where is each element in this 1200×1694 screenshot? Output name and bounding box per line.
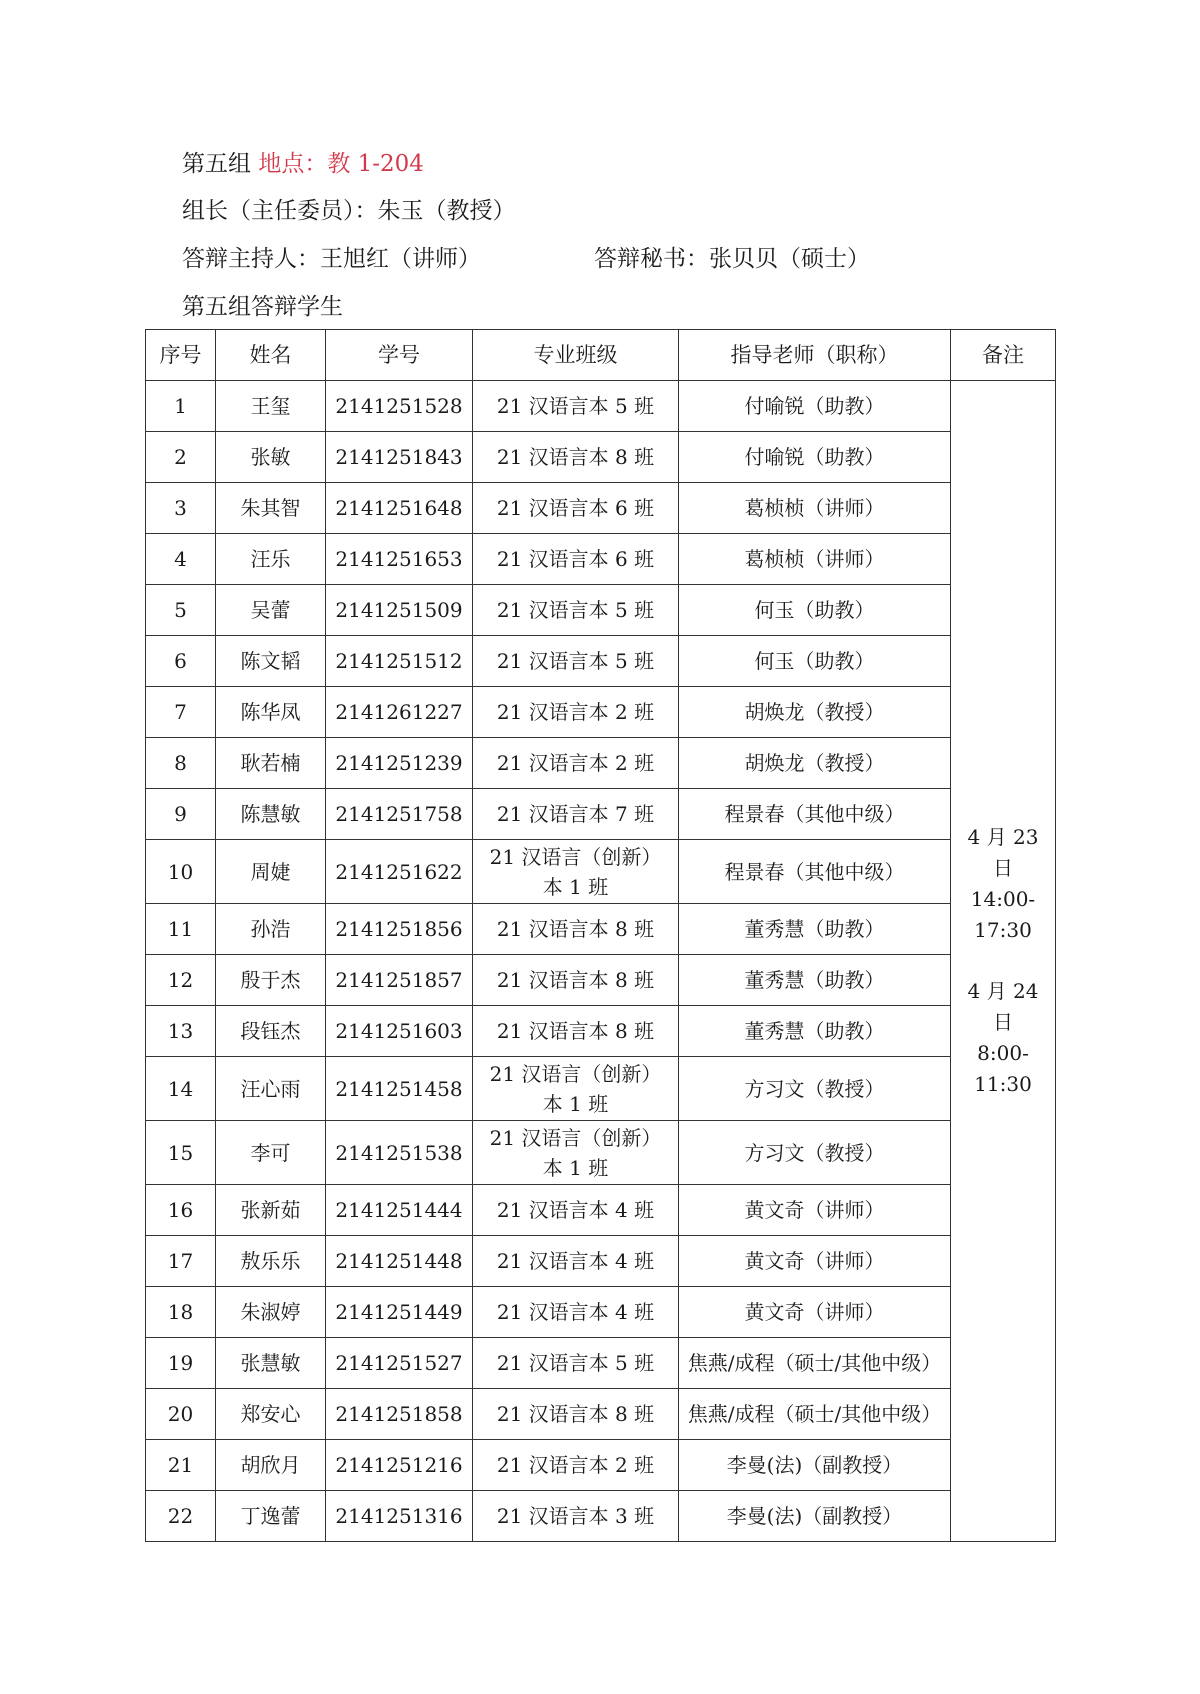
table-row xyxy=(146,840,1056,904)
cell-class xyxy=(473,1006,679,1057)
column-header-name: 姓名 xyxy=(216,330,326,381)
class-line: 本 1 班 xyxy=(542,874,609,899)
cell-student-id: 2141251538 xyxy=(326,1121,473,1185)
cell-class xyxy=(473,840,679,904)
cell-seq: 15 xyxy=(146,1121,216,1185)
cell-advisor: 葛桢桢（讲师） xyxy=(679,534,951,585)
table-row xyxy=(146,1121,1056,1185)
cell-seq: 13 xyxy=(146,1006,216,1057)
class-line: 本 1 班 xyxy=(542,1155,609,1180)
cell-seq: 22 xyxy=(146,1491,216,1542)
cell-class xyxy=(473,1287,679,1338)
cell-name: 朱淑婷 xyxy=(216,1287,326,1338)
cell-student-id: 2141251653 xyxy=(326,534,473,585)
class-line: 21 汉语言本 4 班 xyxy=(496,1198,655,1222)
cell-student-id: 2141251758 xyxy=(326,789,473,840)
cell-student-id: 2141251857 xyxy=(326,955,473,1006)
cell-class xyxy=(473,1440,679,1491)
cell-advisor: 董秀慧（助教） xyxy=(679,955,951,1006)
table-header-row xyxy=(146,330,1056,381)
table-row xyxy=(146,1185,1056,1236)
column-header-note: 备注 xyxy=(951,330,1056,381)
table-row xyxy=(146,432,1056,483)
class-line: 21 汉语言本 4 班 xyxy=(496,1300,655,1324)
cell-advisor: 何玉（助教） xyxy=(679,636,951,687)
table-row xyxy=(146,1491,1056,1542)
cell-advisor: 何玉（助教） xyxy=(679,585,951,636)
cell-class xyxy=(473,432,679,483)
cell-student-id: 2141251316 xyxy=(326,1491,473,1542)
table-row xyxy=(146,636,1056,687)
cell-seq: 5 xyxy=(146,585,216,636)
table-row xyxy=(146,1057,1056,1121)
class-line: 21 汉语言本 8 班 xyxy=(496,968,655,992)
column-header-id: 学号 xyxy=(326,330,473,381)
column-header-class: 专业班级 xyxy=(473,330,679,381)
cell-seq: 1 xyxy=(146,381,216,432)
cell-student-id: 2141251843 xyxy=(326,432,473,483)
cell-seq: 21 xyxy=(146,1440,216,1491)
cell-seq: 18 xyxy=(146,1287,216,1338)
column-header-advisor: 指导老师（职称） xyxy=(679,330,951,381)
cell-seq: 7 xyxy=(146,687,216,738)
table-row xyxy=(146,534,1056,585)
cell-seq: 16 xyxy=(146,1185,216,1236)
note-session1-time-start: 14:00- xyxy=(970,887,1036,911)
cell-name: 吴蕾 xyxy=(216,585,326,636)
cell-class xyxy=(473,1057,679,1121)
table-row xyxy=(146,955,1056,1006)
student-roster-table xyxy=(145,329,1056,1542)
cell-student-id: 2141251239 xyxy=(326,738,473,789)
cell-name: 耿若楠 xyxy=(216,738,326,789)
table-body xyxy=(146,381,1056,1542)
class-line: 21 汉语言本 5 班 xyxy=(496,394,655,418)
cell-seq: 17 xyxy=(146,1236,216,1287)
class-line: 21 汉语言（创新） xyxy=(489,844,662,869)
class-line: 21 汉语言本 8 班 xyxy=(496,917,655,941)
table-row xyxy=(146,1338,1056,1389)
cell-class xyxy=(473,738,679,789)
cell-class xyxy=(473,381,679,432)
cell-name: 张敏 xyxy=(216,432,326,483)
cell-note xyxy=(951,381,1056,1542)
class-line: 本 1 班 xyxy=(542,1091,609,1116)
class-line: 21 汉语言本 5 班 xyxy=(496,649,655,673)
class-line: 21 汉语言本 5 班 xyxy=(496,1351,655,1375)
cell-class xyxy=(473,789,679,840)
cell-name: 陈文韬 xyxy=(216,636,326,687)
leader-line: 组长（主任委员）：朱玉（教授） xyxy=(182,198,516,224)
cell-seq: 8 xyxy=(146,738,216,789)
host-line: 答辩主持人：王旭红（讲师） xyxy=(182,246,481,272)
note-session1-time-end: 17:30 xyxy=(974,918,1032,942)
table-row xyxy=(146,738,1056,789)
location-label: 地点：教 1-204 xyxy=(258,151,424,177)
cell-student-id: 2141251444 xyxy=(326,1185,473,1236)
cell-class xyxy=(473,1185,679,1236)
cell-class xyxy=(473,1236,679,1287)
table-row xyxy=(146,483,1056,534)
secretary-line: 答辩秘书：张贝贝（硕士） xyxy=(594,246,870,272)
table-row xyxy=(146,1389,1056,1440)
table-row xyxy=(146,1440,1056,1491)
cell-student-id: 2141251448 xyxy=(326,1236,473,1287)
class-line: 21 汉语言本 2 班 xyxy=(496,751,655,775)
class-line: 21 汉语言本 2 班 xyxy=(496,1453,655,1477)
cell-advisor: 黄文奇（讲师） xyxy=(679,1287,951,1338)
cell-student-id: 2141251216 xyxy=(326,1440,473,1491)
cell-advisor: 董秀慧（助教） xyxy=(679,904,951,955)
class-line: 21 汉语言本 6 班 xyxy=(496,547,655,571)
note-session2-time-end: 11:30 xyxy=(974,1072,1032,1096)
cell-student-id: 2141251603 xyxy=(326,1006,473,1057)
cell-name: 陈华凤 xyxy=(216,687,326,738)
cell-name: 张新茹 xyxy=(216,1185,326,1236)
cell-class xyxy=(473,1121,679,1185)
cell-name: 殷于杰 xyxy=(216,955,326,1006)
cell-class xyxy=(473,483,679,534)
cell-advisor: 方习文（教授） xyxy=(679,1121,951,1185)
cell-name: 丁逸蕾 xyxy=(216,1491,326,1542)
cell-advisor: 付喻锐（助教） xyxy=(679,381,951,432)
cell-class xyxy=(473,636,679,687)
cell-student-id: 2141251858 xyxy=(326,1389,473,1440)
cell-advisor: 程景春（其他中级） xyxy=(679,789,951,840)
host-secretary-line xyxy=(182,244,870,274)
cell-name: 胡欣月 xyxy=(216,1440,326,1491)
cell-name: 敖乐乐 xyxy=(216,1236,326,1287)
cell-advisor: 黄文奇（讲师） xyxy=(679,1185,951,1236)
cell-class xyxy=(473,534,679,585)
cell-name: 汪心雨 xyxy=(216,1057,326,1121)
cell-student-id: 2141251856 xyxy=(326,904,473,955)
cell-student-id: 2141251458 xyxy=(326,1057,473,1121)
group-heading xyxy=(182,149,424,179)
table-row xyxy=(146,789,1056,840)
cell-advisor: 董秀慧（助教） xyxy=(679,1006,951,1057)
cell-student-id: 2141251527 xyxy=(326,1338,473,1389)
cell-seq: 4 xyxy=(146,534,216,585)
cell-advisor: 黄文奇（讲师） xyxy=(679,1236,951,1287)
cell-student-id: 2141251509 xyxy=(326,585,473,636)
class-line: 21 汉语言本 8 班 xyxy=(496,1019,655,1043)
cell-seq: 19 xyxy=(146,1338,216,1389)
cell-class xyxy=(473,1491,679,1542)
cell-class xyxy=(473,585,679,636)
note-spacer xyxy=(955,946,1051,976)
cell-name: 朱其智 xyxy=(216,483,326,534)
table-row xyxy=(146,904,1056,955)
cell-advisor: 焦燕/成程（硕士/其他中级） xyxy=(679,1338,951,1389)
cell-seq: 2 xyxy=(146,432,216,483)
cell-seq: 9 xyxy=(146,789,216,840)
cell-class xyxy=(473,955,679,1006)
cell-name: 张慧敏 xyxy=(216,1338,326,1389)
cell-seq: 6 xyxy=(146,636,216,687)
class-line: 21 汉语言本 8 班 xyxy=(496,445,655,469)
cell-name: 周婕 xyxy=(216,840,326,904)
class-line: 21 汉语言（创新） xyxy=(489,1125,662,1150)
cell-advisor: 胡焕龙（教授） xyxy=(679,687,951,738)
cell-name: 陈慧敏 xyxy=(216,789,326,840)
class-line: 21 汉语言本 5 班 xyxy=(496,598,655,622)
cell-name: 汪乐 xyxy=(216,534,326,585)
cell-student-id: 2141251622 xyxy=(326,840,473,904)
cell-seq: 20 xyxy=(146,1389,216,1440)
cell-class xyxy=(473,904,679,955)
cell-name: 段钰杰 xyxy=(216,1006,326,1057)
cell-student-id: 2141251512 xyxy=(326,636,473,687)
class-line: 21 汉语言（创新） xyxy=(489,1061,662,1086)
cell-name: 郑安心 xyxy=(216,1389,326,1440)
table-row xyxy=(146,1236,1056,1287)
cell-class xyxy=(473,687,679,738)
table-row xyxy=(146,1006,1056,1057)
class-line: 21 汉语言本 8 班 xyxy=(496,1402,655,1426)
class-line: 21 汉语言本 2 班 xyxy=(496,700,655,724)
students-title: 第五组答辩学生 xyxy=(182,294,343,320)
cell-name: 王玺 xyxy=(216,381,326,432)
cell-seq: 10 xyxy=(146,840,216,904)
class-line: 21 汉语言本 3 班 xyxy=(496,1504,655,1528)
cell-seq: 14 xyxy=(146,1057,216,1121)
class-line: 21 汉语言本 4 班 xyxy=(496,1249,655,1273)
cell-seq: 3 xyxy=(146,483,216,534)
cell-student-id: 2141251528 xyxy=(326,381,473,432)
class-line: 21 汉语言本 7 班 xyxy=(496,802,655,826)
cell-student-id: 2141251449 xyxy=(326,1287,473,1338)
table-row xyxy=(146,687,1056,738)
note-session2-date: 4 月 24 日 xyxy=(967,979,1039,1034)
table-row xyxy=(146,585,1056,636)
cell-advisor: 方习文（教授） xyxy=(679,1057,951,1121)
group-label: 第五组 xyxy=(182,151,251,177)
cell-class xyxy=(473,1338,679,1389)
table-row xyxy=(146,1287,1056,1338)
column-header-seq: 序号 xyxy=(146,330,216,381)
class-line: 21 汉语言本 6 班 xyxy=(496,496,655,520)
cell-advisor: 李曼(法)（副教授） xyxy=(679,1440,951,1491)
table-row xyxy=(146,381,1056,432)
cell-advisor: 程景春（其他中级） xyxy=(679,840,951,904)
cell-student-id: 2141261227 xyxy=(326,687,473,738)
cell-advisor: 焦燕/成程（硕士/其他中级） xyxy=(679,1389,951,1440)
cell-student-id: 2141251648 xyxy=(326,483,473,534)
cell-seq: 11 xyxy=(146,904,216,955)
cell-name: 李可 xyxy=(216,1121,326,1185)
cell-seq: 12 xyxy=(146,955,216,1006)
cell-name: 孙浩 xyxy=(216,904,326,955)
note-session1-date: 4 月 23 日 xyxy=(967,825,1039,880)
cell-advisor: 付喻锐（助教） xyxy=(679,432,951,483)
note-session2-time-start: 8:00- xyxy=(977,1041,1029,1065)
cell-class xyxy=(473,1389,679,1440)
cell-advisor: 葛桢桢（讲师） xyxy=(679,483,951,534)
cell-advisor: 李曼(法)（副教授） xyxy=(679,1491,951,1542)
cell-advisor: 胡焕龙（教授） xyxy=(679,738,951,789)
